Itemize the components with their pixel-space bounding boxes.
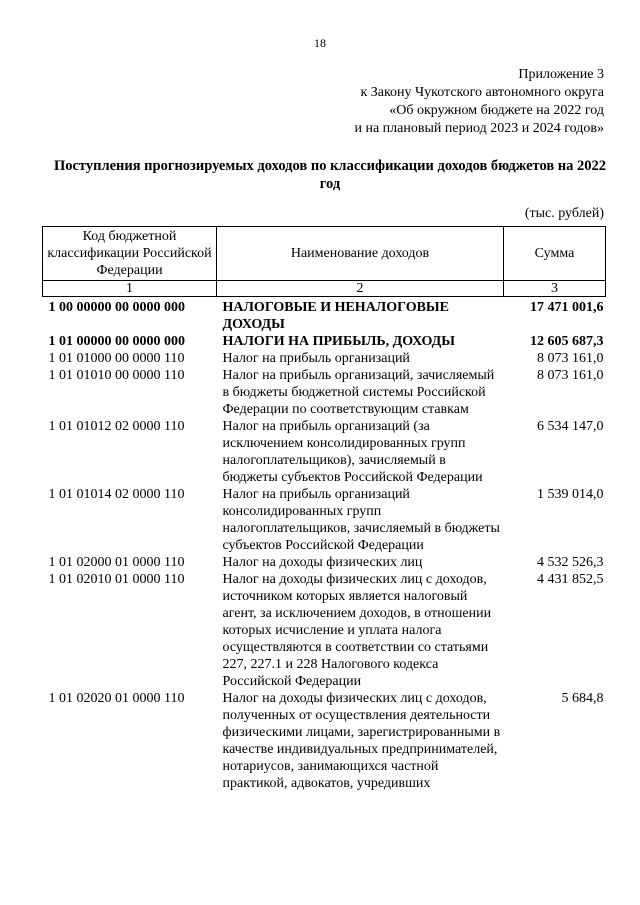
row-name: Налог на прибыль организаций (за исключением консолидированных групп налогоплательщиков), зачисляемый в бюджеты субъектов Российской Федерации <box>222 419 483 485</box>
table-row <box>43 690 606 792</box>
table-row <box>43 554 606 571</box>
table-row <box>43 418 606 486</box>
appendix-line: и на плановый период 2023 и 2024 годов» <box>354 121 604 136</box>
row-amount: 17 471 001,6 <box>530 300 604 315</box>
appendix-line: к Закону Чукотского автономного округа <box>360 85 604 100</box>
row-code: 1 01 00000 00 0000 000 <box>48 334 185 349</box>
row-code: 1 01 01000 00 0000 110 <box>48 351 185 366</box>
column-number: 2 <box>217 281 504 297</box>
table-row <box>43 333 606 350</box>
table-row <box>43 350 606 367</box>
row-name: Налог на прибыль организаций, зачисляемый в бюджеты бюджетной системы Российской Федерации по соответствующим ставкам <box>222 368 495 417</box>
appendix-line: «Об окружном бюджете на 2022 год <box>389 103 604 118</box>
row-amount: 6 534 147,0 <box>537 419 604 434</box>
row-name: Налог на доходы физических лиц <box>222 555 423 570</box>
column-number: 1 <box>43 281 217 297</box>
row-amount: 1 539 014,0 <box>537 487 604 502</box>
appendix-block <box>354 66 604 138</box>
page-number: 18 <box>314 36 326 50</box>
table-row <box>43 486 606 554</box>
table-row <box>43 367 606 418</box>
row-amount: 8 073 161,0 <box>537 351 604 366</box>
row-code: 1 01 02020 01 0000 110 <box>48 691 185 706</box>
column-number-row <box>43 281 606 297</box>
row-name: Налог на прибыль организаций консолидированных групп налогоплательщиков, зачисляемый в бюджеты субъектов Российской Федерации <box>222 487 500 553</box>
row-code: 1 01 02010 01 0000 110 <box>48 572 185 587</box>
row-amount: 4 431 852,5 <box>537 572 604 587</box>
row-amount: 8 073 161,0 <box>537 368 604 383</box>
row-code: 1 01 02000 01 0000 110 <box>48 555 185 570</box>
column-number: 3 <box>504 281 606 297</box>
row-amount: 4 532 526,3 <box>537 555 604 570</box>
appendix-line: Приложение 3 <box>518 67 604 82</box>
table-header-row <box>43 227 606 281</box>
revenue-table <box>42 226 606 792</box>
row-name: Налог на доходы физических лиц с доходов, полученных от осуществления деятельности физическими лицами, зарегистрированными в качестве индивидуальных предпринимателей, нотариусов, занимающихся частной практикой, адвокатов, учредивших <box>222 691 501 791</box>
row-amount: 5 684,8 <box>561 691 604 706</box>
row-code: 1 01 01014 02 0000 110 <box>48 487 185 502</box>
row-amount: 12 605 687,3 <box>530 334 604 349</box>
table-row <box>43 571 606 690</box>
row-code: 1 01 01010 00 0000 110 <box>48 368 185 383</box>
header-name: Наименование доходов <box>217 227 504 281</box>
units-label: (тыс. рублей) <box>524 206 604 221</box>
table-row <box>43 297 606 334</box>
header-amount: Сумма <box>504 227 606 281</box>
row-code: 1 00 00000 00 0000 000 <box>48 300 185 315</box>
row-name: Налог на доходы физических лиц с доходов, источником которых является налоговый агент, за исключением доходов, в отношении которых исчисление и уплата налога осуществляются в соответствии со статьями 227, 227.1 и 228 Налогового кодекса Российской Федерации <box>222 572 492 689</box>
row-name: Налог на прибыль организаций <box>222 351 410 366</box>
document-title: Поступления прогнозируемых доходов по классификации доходов бюджетов на 2022 год <box>53 158 607 192</box>
row-name: НАЛОГИ НА ПРИБЫЛЬ, ДОХОДЫ <box>222 334 456 349</box>
row-code: 1 01 01012 02 0000 110 <box>48 419 185 434</box>
row-name: НАЛОГОВЫЕ И НЕНАЛОГОВЫЕ ДОХОДЫ <box>222 300 450 332</box>
header-code: Код бюджетной классификации Российской Федерации <box>43 227 217 281</box>
